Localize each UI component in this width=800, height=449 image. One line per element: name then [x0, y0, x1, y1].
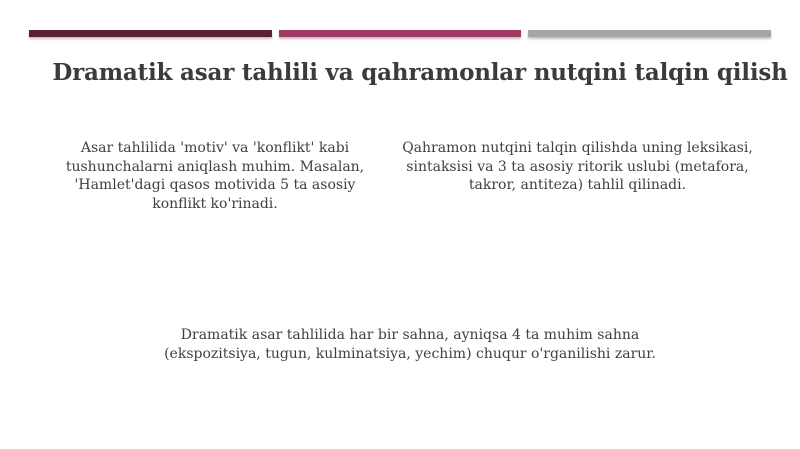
- text-block-bottom: Dramatik asar tahlilida har bir sahna, ayniqsa 4 ta muhim sahna (ekspozitsiya, tugun, kulminatsiya, yechim) chuqur o'rganilishi zarur.: [164, 327, 656, 362]
- slide-title: Dramatik asar tahlili va qahramonlar nutqini talqin qilish: [52, 59, 788, 86]
- text-block-left: Asar tahlilida 'motiv' va 'konflikt' kabi tushunchalarni aniqlash muhim. Masalan, 'Hamlet'dagi qasos motivida 5 ta asosiy konflikt ko'rinadi.: [65, 140, 365, 212]
- accent-bar-dark: [29, 30, 272, 37]
- accent-bar-magenta: [279, 30, 521, 37]
- text-block-right: Qahramon nutqini talqin qilishda uning leksikasi, sintaksisi va 3 ta asosiy ritorik uslubi (metafora, takror, antiteza) tahlil qilinadi.: [402, 140, 753, 193]
- accent-bar-gray: [528, 30, 771, 37]
